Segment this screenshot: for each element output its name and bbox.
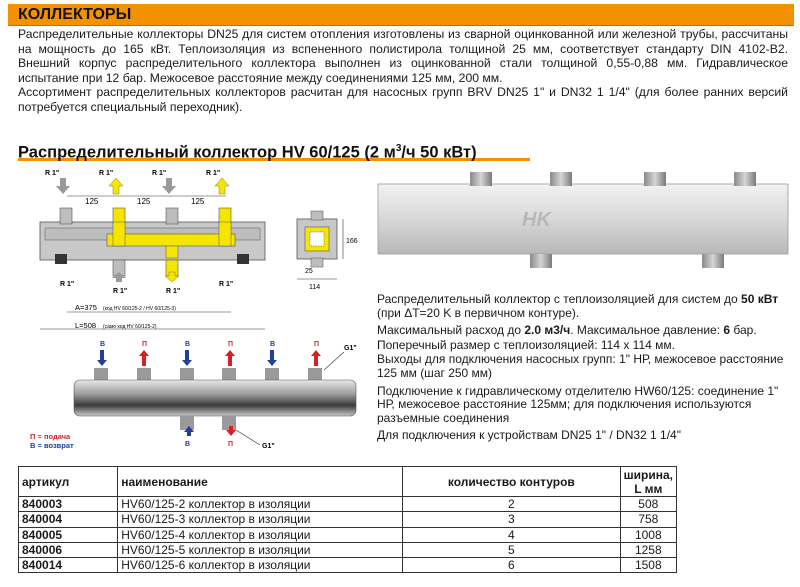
- intro-paragraph-1: Распределительные коллекторы DN25 для систем отопления изготовлены из сварной оцинкованной или железной трубы, рассчитаны на мощность до 165 кВт. Теплоизоляция из вспененного полистирола толщиной 25 мм, соответствует стандарту DIN 4102-B2. Внешний корпус распределительного коллектора выполнен из оцинкованной стали толщиной 0,55-0,88 мм. Гидравлическое испытание при 12 бар. Межосевое расстояние между соединениями 125 мм, 200 мм.: [18, 27, 788, 85]
- dim-a-note: (код HV 60/125-2 / HV 60/125-3): [103, 306, 176, 312]
- collector-photo: [372, 168, 792, 286]
- desc-flow: Максимальный расход до 2.0 м3/ч. Максимальное давление: 6 бар.: [377, 323, 757, 338]
- dim-l-note: (само код HV 60/125-2): [103, 324, 157, 330]
- flow-letter-bottom-2: П: [228, 441, 234, 448]
- spec-table: [18, 466, 677, 573]
- table-row: [19, 497, 677, 512]
- cell-count: 3: [403, 512, 621, 527]
- intro-text: [18, 27, 788, 114]
- cell-width: 508: [620, 497, 676, 512]
- col-name: наименование: [118, 467, 403, 497]
- desc-power: Распределительный коллектор с теплоизоляцией для систем до 50 кВт (при ΔT=20 K в первичном контуре).: [377, 292, 779, 320]
- desc-connection: Подключение к гидравлическому отделителю HW60/125: соединение 1" НР, межосевое расстояние 125мм; для подключения используются разъемные соединения: [377, 383, 779, 425]
- product-description: [377, 293, 792, 447]
- flow-letter-5: В: [270, 341, 276, 348]
- cell-name: HV60/125-6 коллектор в изоляции: [118, 558, 403, 573]
- header-band: [8, 4, 794, 26]
- cell-width: 1008: [620, 527, 676, 542]
- cell-name: HV60/125-2 коллектор в изоляции: [118, 497, 403, 512]
- r1-bot-3: R 1": [60, 281, 75, 288]
- cell-width: 1508: [620, 558, 676, 573]
- r1-top-1: R 1": [45, 170, 60, 177]
- r1-bot-2: R 1": [166, 288, 181, 295]
- dim-125-1: 125: [85, 197, 99, 206]
- table-row: [19, 542, 677, 557]
- r1-top-4: R 1": [206, 170, 221, 177]
- flow-legend: [30, 432, 74, 450]
- cell-count: 6: [403, 558, 621, 573]
- col-count: количество контуров: [403, 467, 621, 497]
- flow-letter-4: П: [228, 341, 234, 348]
- flow-letter-6: П: [314, 341, 320, 348]
- dim-a: A=375: [75, 303, 97, 312]
- cell-name: HV60/125-3 коллектор в изоляции: [118, 512, 403, 527]
- top-arrows: [56, 178, 229, 194]
- r1-bot-4: R 1": [219, 281, 234, 288]
- section-title-sup: 3: [395, 143, 402, 154]
- table-row: [19, 512, 677, 527]
- flow-letter-bottom-1: В: [185, 441, 191, 448]
- table-header-row: [19, 467, 677, 497]
- cell-count: 2: [403, 497, 621, 512]
- dim-166: 166: [346, 238, 358, 245]
- dim-25: 25: [305, 268, 313, 275]
- col-width: ширина, L мм: [620, 467, 676, 497]
- dim-125-3: 125: [191, 197, 205, 206]
- hk-logo: HK: [522, 209, 551, 231]
- flow-letter-2: П: [142, 341, 148, 348]
- table-row: [19, 558, 677, 573]
- cross-section-drawing: [283, 205, 363, 300]
- page-title: КОЛЛЕКТОРЫ: [18, 6, 132, 23]
- col-article: артикул: [19, 467, 118, 497]
- flow-letter-3: В: [185, 341, 191, 348]
- r1-bot-1: R 1": [113, 288, 128, 295]
- cell-count: 5: [403, 542, 621, 557]
- cell-width: 1258: [620, 542, 676, 557]
- r1-top-3: R 1": [152, 170, 167, 177]
- flow-letter-1: В: [100, 341, 106, 348]
- cell-count: 4: [403, 527, 621, 542]
- cell-name: HV60/125-4 коллектор в изоляции: [118, 527, 403, 542]
- legend-return: В = возврат: [30, 441, 74, 450]
- cell-width: 758: [620, 512, 676, 527]
- g1-bottom: G1": [262, 443, 275, 450]
- cell-article: 840004: [19, 512, 118, 527]
- dim-114: 114: [309, 284, 321, 291]
- dim-125-2: 125: [137, 197, 151, 206]
- section-title-main: Распределительный коллектор HV 60/125 (2 м: [18, 143, 396, 162]
- legend-supply: П = подача: [30, 432, 71, 441]
- desc-size: Поперечный размер с теплоизоляцией: 114 х 114 мм.: [377, 337, 675, 352]
- section-title-end: /ч 50 кВт): [401, 143, 477, 162]
- cell-article: 840003: [19, 497, 118, 512]
- dim-l: L=508: [75, 321, 97, 330]
- desc-outputs: Выходы для подключения насосных групп: 1" НР, межосевое расстояние 125 мм (шаг 250 мм): [377, 352, 784, 380]
- cell-article: 840006: [19, 542, 118, 557]
- cell-name: HV60/125-5 коллектор в изоляции: [118, 542, 403, 557]
- cell-article: 840014: [19, 558, 118, 573]
- g1-top: G1": [344, 345, 357, 352]
- r1-top-2: R 1": [99, 170, 114, 177]
- section-title: [18, 139, 530, 161]
- cell-article: 840005: [19, 527, 118, 542]
- table-row: [19, 527, 677, 542]
- desc-devices: Для подключения к устройствам DN25 1" / DN32 1 1/4": [377, 428, 681, 443]
- intro-paragraph-2: Ассортимент распределительных коллекторов расчитан для насосных групп BRV DN25 1" и DN32 1 1/4" (для более ранних версий потребуется специальный переходник).: [18, 85, 788, 114]
